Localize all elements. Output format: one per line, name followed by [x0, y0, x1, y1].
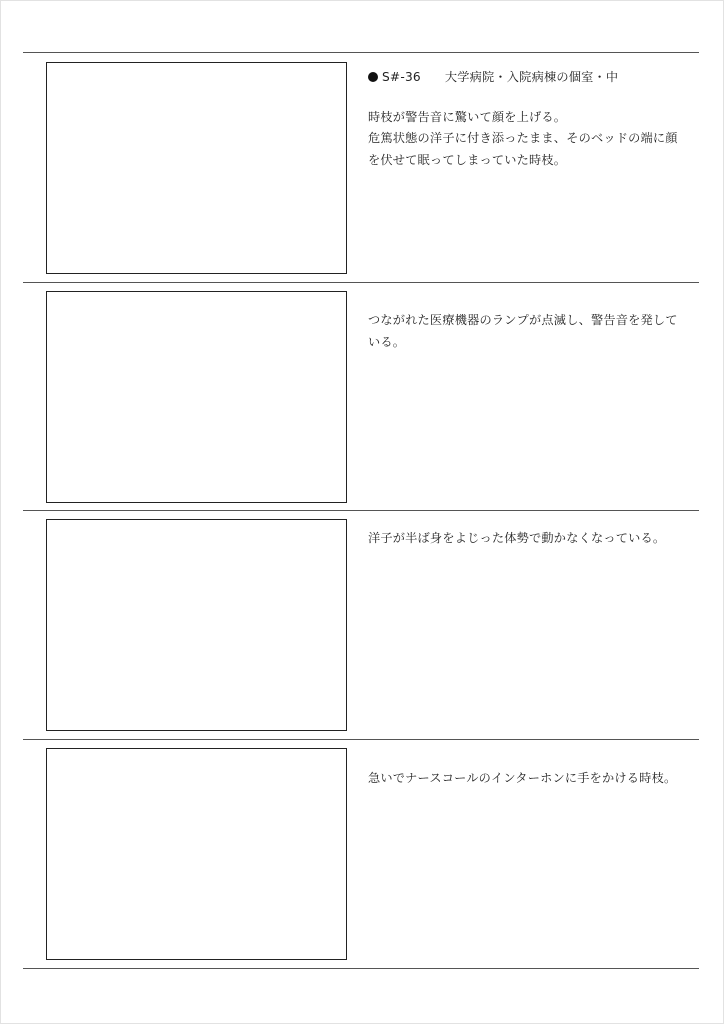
action-line: 時枝が警告音に驚いて顔を上げる。 [368, 109, 567, 124]
action-line: 急いでナースコールのインターホンに手をかける時枝。 [368, 771, 677, 785]
storyboard-frame-1 [46, 62, 347, 274]
action-line: を伏せて眠ってしまっていた時枝。 [368, 152, 567, 167]
row-divider [23, 282, 699, 283]
row-divider-bottom [23, 968, 699, 969]
cut-notes-1 [368, 67, 686, 171]
scene-heading [368, 67, 686, 89]
storyboard-frame-3 [46, 519, 347, 731]
scene-number: S#-36 [382, 70, 421, 84]
scene-location: 大学病院・入院病棟の個室・中 [444, 70, 619, 84]
cut-notes-3 [368, 528, 686, 550]
row-divider [23, 739, 699, 740]
action-line: つながれた医療機器のランプが点滅し、警告音を発して [368, 313, 678, 327]
bullet-icon [368, 72, 378, 82]
row-divider-top [23, 52, 699, 53]
cut-notes-4 [368, 768, 686, 790]
storyboard-frame-4 [46, 748, 347, 960]
action-line: 危篤状態の洋子に付き添ったまま、そのベッドの端に顔 [368, 131, 678, 145]
cut-notes-2 [368, 310, 686, 353]
action-line: 洋子が半ば身をよじった体勢で動かなくなっている。 [368, 531, 666, 545]
storyboard-frame-2 [46, 291, 347, 503]
row-divider [23, 510, 699, 511]
action-line: いる。 [368, 334, 406, 349]
